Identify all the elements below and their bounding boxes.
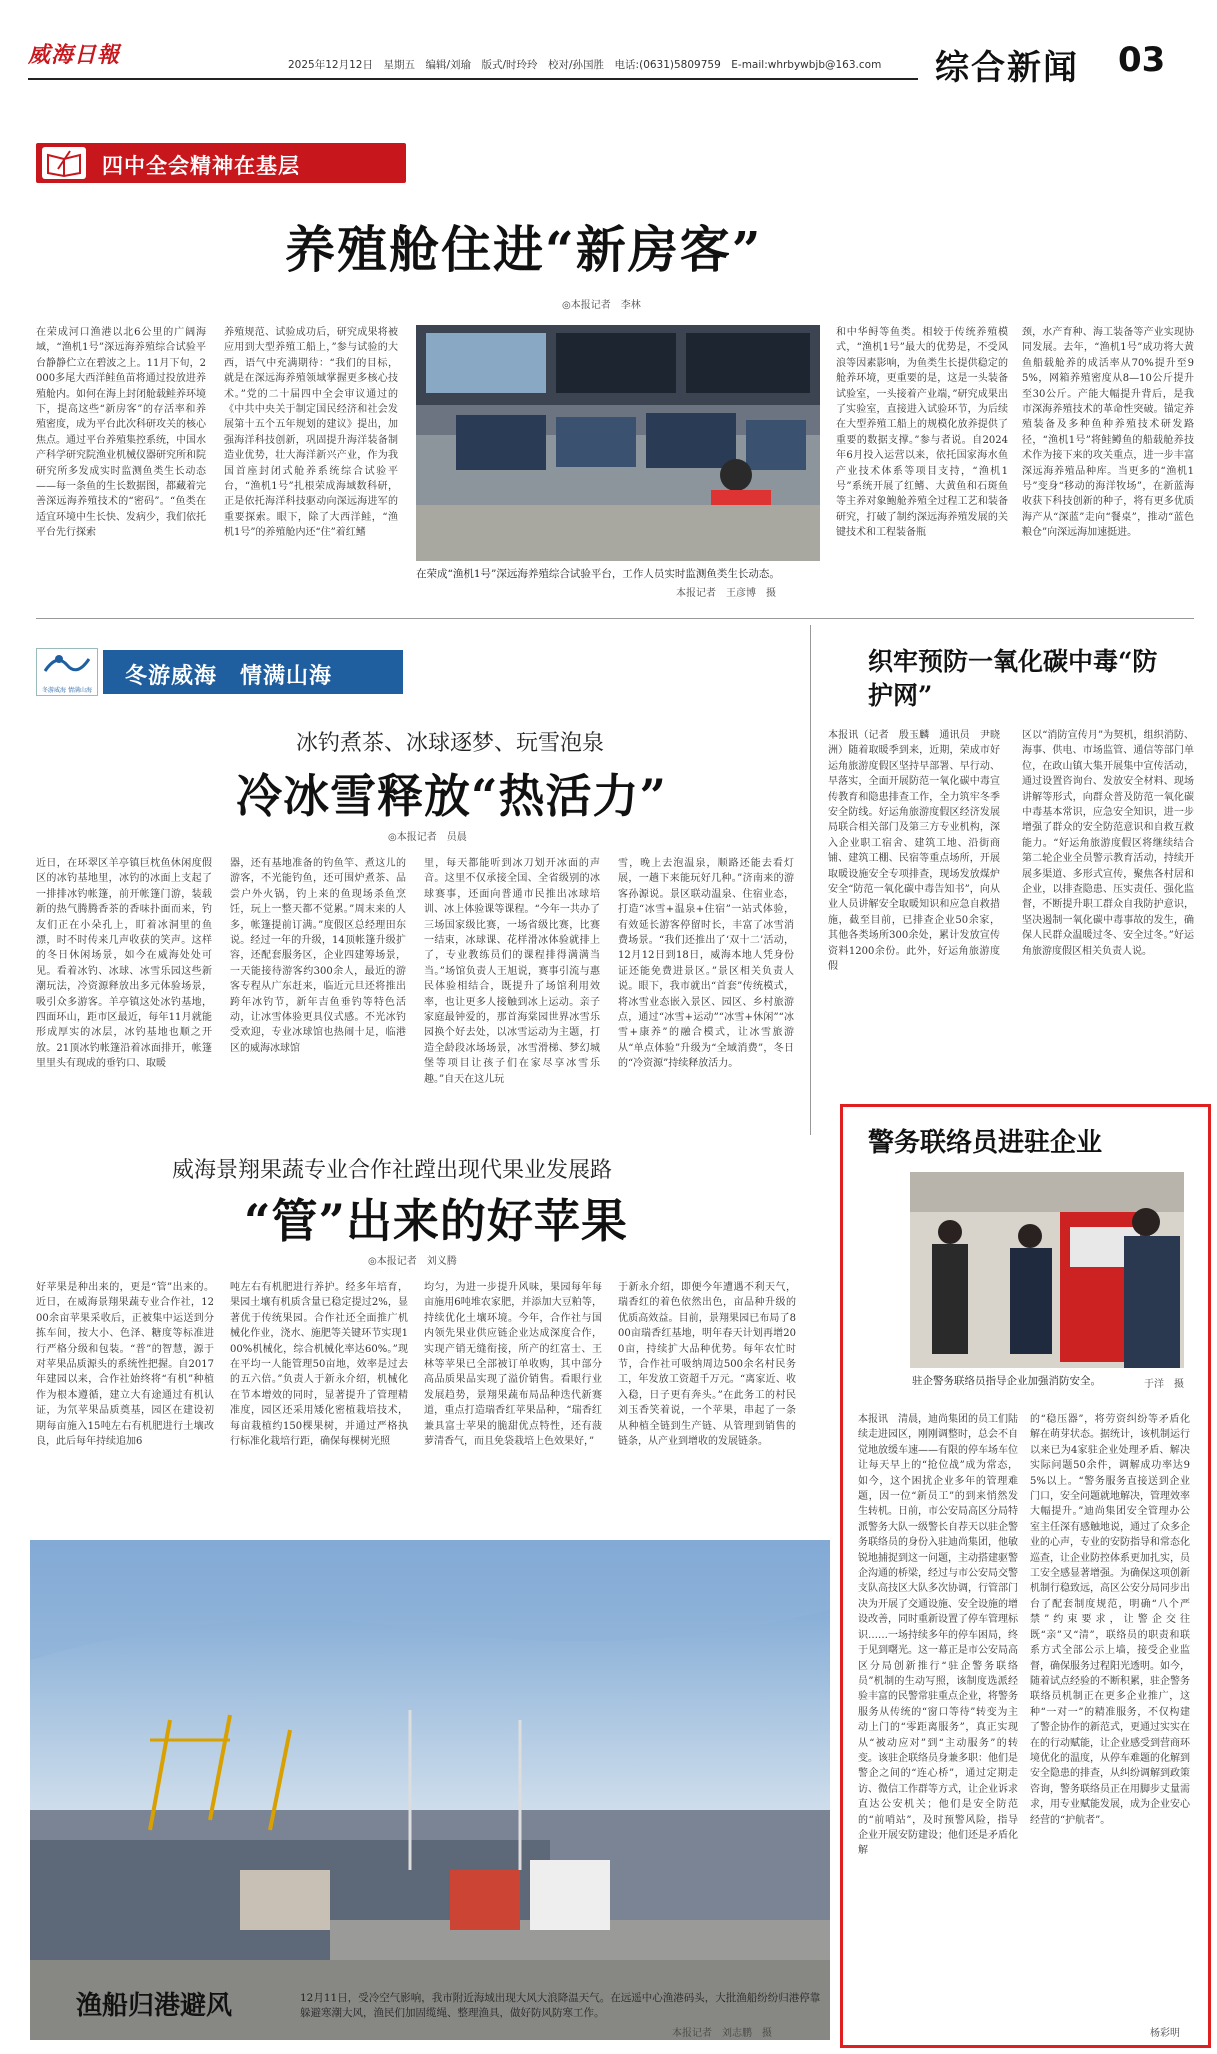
article-column: 雪，晚上去泡温泉，顺路还能去看灯展，一趟下来能玩好几种。”济南来的游客孙源说。景区联动温泉、住宿业态，打造“冰雪+温泉+住宿”一站式体验，有效延长游客停留时长，丰富了冰雪消费场景。“我们还推出了‘双十二’活动，12月12日到18日，威海本地人凭身份证还能免费进景区。”景区相关负责人说。眼下，我市就出“首套”传统模式，将冰雪业态嵌入景区、园区、乡村旅游点，通过“冰雪+运动”“冰雪+休闲”“冰雪+康养”的融合模式，让冰雪旅游从“单点体验”升级为“全域消费”，冬日的“冷资源”持续释放活力。 <box>618 858 794 1070</box>
headline: “管”出来的好苹果 <box>244 1194 628 1248</box>
photo-credit: 本报记者 王彦博 摄 <box>676 588 776 599</box>
control-room-photo <box>416 325 820 561</box>
masthead-rule <box>28 78 918 80</box>
article-column: 均匀，为进一步提升风味，果园每年每亩施用6吨堆农家肥，并添加大豆粕等，持续优化土壤环境。今年，合作社与国内领先果业供应链企业达成深度合作，实现产销无缝衔接，所产的红富士、王林等苹果已全部被订单收购，其中部分高品质果品实现了溢价销售。看眼行业发展趋势，景翔果蔬布局品种迭代新赛道，重点打造瑞香红苹果品种，“瑞香红兼具富士苹果的脆甜优点特性，还有菠萝清香气，而且免袋栽培上色效果好，” <box>424 1282 602 1448</box>
police-photo <box>910 1172 1184 1368</box>
book-icon <box>42 147 86 179</box>
tourism-banner <box>103 650 403 694</box>
photo-caption: 驻企警务联络员指导企业加强消防安全。 <box>912 1375 1101 1387</box>
article-column: 本报讯（记者 殷玉麟 通讯员 尹晓洲）随着取暖季到来，近期，荣成市好运角旅游度假区坚持早部署、早行动、早落实，全面开展防范一氧化碳中毒宣传教育和隐患排查工作，全力筑牢冬季安全防线。好运角旅游度假区经济发展局联合相关部门及第三方专业机构，深入企业职工宿舍、建筑工地、沿街商铺、建筑工棚、民宿等重点场所，开展取暖设施安全专项排查，现场发放煤炉安全“防范一氧化碳中毒告知书”，向从业人员讲解安全取暖知识和应急自救措施，截至目前，已排查企业50余家，其他各类场所300余处，累计发放宣传资料1200余份。此外，好运角旅游度假 <box>828 730 1000 973</box>
theme-banner-label: 四中全会精神在基层 <box>102 154 300 178</box>
masthead-meta: 2025年12月12日 星期五 编辑/刘瑜 版式/时玲玲 校对/孙国胜 电话:(0631)5809759 E-mail:whrbywbjb@163.com <box>288 59 882 71</box>
article-column: 吨左右有机肥进行养护。经多年培育，果园土壤有机质含量已稳定提过2%，显著优于传统果园。合作社还全面推广机械化作业，浇水、施肥等关键环节实现100%机械化，综合机械化率达60%。”现在平均一人能管理50亩地，效率是过去的五六倍。”负责人于新永介绍，机械化在节本增效的同时，显著提升了管理精准度，园区还采用矮化密植栽培技术，每亩栽植约150棵果树，并通过严格执行标准化栽培行距，确保每棵树光照 <box>230 1282 408 1448</box>
article-column: 在荣成河口渔港以北6公里的广阔海域，“渔机1号”深远海养殖综合试验平台静静伫立在碧波之上。11月下旬，2000多尾大西洋鲑鱼苗将通过投放进养殖舱内。如何在海上封闭舱载鲑养环境下，提高这些“新房客”的存活率和养殖密度，成为平台此次科研攻关的核心焦点。通过平台养殖集控系统，中国水产科学研究院渔业机械仪器研究所和院研究所多发成实时监测鱼类生长动态——每一条鱼的生长数据图，都藏着完善深远海养殖技术的“密码”。“鱼类在适宜环境中生长快、发病少，我们依托平台先行探索 <box>36 327 206 539</box>
photo-credit: 本报记者 刘志鹏 摄 <box>672 2028 772 2039</box>
byline: ◎本报记者 刘义腾 <box>368 1256 457 1267</box>
photo-caption: 12月11日，受冷空气影响，我市附近海域出现大风大浪降温天气。在远遥中心渔港码头，大批渔船纷纷归港停靠躲避寒潮大风，渔民们加固缆绳、整理渔具，做好防风防寒工作。 <box>300 1992 821 2019</box>
article-column: 里，每天都能听到冰刀划开冰面的声音。这里不仅承接全国、全省级别的冰球赛事，还面向普通市民推出冰球培训、冰上体验课等课程。“今年一共办了三场国家级比赛，一场省级比赛，比赛一结束，冰球课、花样滑冰体验就排上了，专业教练员们的课程排得满满当当。”场馆负责人王旭说，赛事引流与惠民体验相结合，既提升了场馆利用效率，也让更多人接触到冰上运动。亲子家庭最钟爱的，那首海棠园世界冰雪乐园换个好去处，以冰雪运动为主题，打造全龄段冰场场景，冰雪滑梯、梦幻城堡等项目让孩子们在家尽享冰雪乐趣。”自天在这儿玩 <box>424 858 600 1085</box>
article-column: 颈，水产育种、海工装备等产业实现协同发展。去年，“渔机1号”成功将大黄鱼船载舱养的成活率从70%提升至95%，网箱养殖密度从8—10公斤提升至30公斤。产能大幅提升背后，是我市深海养殖技术的革命性突破。锚定养殖装备及多种鱼种养殖技术研发路径，“渔机1号”将鲑鳟鱼的船载舱养技术作为接下来的攻关重点，进一步丰富深远海养殖品种库。当更多的“渔机1号”变身“移动的海洋牧场”，在新蓝海收获下科技创新的种子，将有更多优质海产从“深蓝”走向“餐桌”，推动“蓝色粮仓”向深远海加速挺进。 <box>1022 327 1194 539</box>
photo-credit: 于洋 摄 <box>1144 1379 1184 1390</box>
column-divider <box>810 625 811 1135</box>
photo-title: 渔船归港避风 <box>76 1991 233 2021</box>
article-column: 养殖规范、试验成功后，研究成果将被应用到大型养殖工船上，”参与试验的大西，语气中充满期待：“我们的目标，就是在深远海养殖领域掌握更多核心技术。”党的二十届四中全会审议通过的《中共中央关于制定国民经济和社会发展第十五个五年规划的建议》提出，加强海洋科技创新，巩固提升海洋装备制造业优势，壮大海洋新兴产业，作为我国首座封闭式舱养系统综合试验平台，“渔机1号”扎根荣成海域数科研，正是依托海洋科技驱动向深远海进军的重要探索。眼下，除了大西洋鲑，“渔机1号”的养殖舱内还“住”着红鳍 <box>224 327 398 539</box>
article-column: 和中华鲟等鱼类。相较于传统养殖模式，“渔机1号”最大的优势是，不受风浪等因素影响，为鱼类生长提供稳定的舱养环境，更重要的是，这是一头装备试验室，一头接着产业端，”研究成果出了实验室，直接进入试验环节，为后续在大型养殖工船上的规模化放养提供了重要的数据支撑。”参与者说。自2024年6月投入运营以来，依托国家海水鱼产业技术体系等项目支持，“渔机1号”系统开展了红鳍、大黄鱼和石斑鱼等主养对象鲍舱养殖全过程工艺和装备研究，打破了制约深远海养殖发展的关键技术和工程装备瓶 <box>836 327 1008 539</box>
kicker: 威海景翔果蔬专业合作社蹚出现代果业发展路 <box>172 1158 613 1183</box>
kicker: 冰钓煮茶、冰球逐梦、玩雪泡泉 <box>296 731 605 756</box>
article-column: 于新永介绍，即便今年遭遇不利天气，瑞香红的着色依然出色，亩品种升级的优质高效益。目前，景翔果园已布局了800亩瑞香红基地，明年春天计划再增200亩，持续扩大品种优势。每年农忙时节，合作社可吸纳周边500余名村民务工，年发放工资超千万元。“离家近、收入稳，日子更有奔头。”在此务工的村民刘玉香笑着说，一个苹果，串起了一条从种植全链到生产链、从管理到销售的链条，从产业到增收的发展链条。 <box>618 1282 796 1448</box>
byline: ◎本报记者 李林 <box>562 300 641 311</box>
article-column: 的“稳压器”，将劳资纠纷等矛盾化解在萌芽状态。据统计，该机制运行以来已为4家驻企业处理矛盾、解决实际问题50余件，调解成功率达95%以上。“警务服务直接送到企业门口，安全问题就地解决，管理效率大幅提升。”迪尚集团安全管理办公室主任深有感触地说，通过了众多企业的心声，专业的安防指导和常态化巡查，让企业防控体系更加扎实，员工安全感显著增强。为确保这项创新机制行稳致远，高区公安分局同步出台了配套制度规范，明确“八个严禁”约束要求，让警企交往既“亲”又“清”，联络员的职责和联系方式全部公示上墙，接受企业监督，确保服务过程阳光透明。如今，随着试点经验的不断积累，驻企警务联络员机制正在更多企业推广，这种“一对一”的精准服务，不仅构建了警企协作的新范式，更通过实实在在的行动赋能，让企业感受到营商环境优化的温度，从停车难题的化解到安全隐患的排查，从纠纷调解到政策咨询，警务联络员正在用脚步丈量需求，用专业赋能发展，成为企业安心经营的“护航者”。 <box>1030 1414 1190 1826</box>
page-number: 03 <box>1118 40 1166 80</box>
tourism-logo-text: 冬游威海 情满山海 <box>42 687 92 694</box>
article-column: 好苹果是种出来的，更是“管”出来的。近日，在威海景翔果蔬专业合作社，1200余亩苹果采收后，正被集中运送到分拣车间，按大小、色泽、糖度等标准进行严格分级和包装。“普”的智慧，源于对苹果品质源头的系统性把握。自2017年建园以来，合作社始终将“有机”种植作为根本遵循，建立大有途通过有机认证，为氘苹果品质奠基，园区在建设初期每亩施入15吨左右有机肥进行土壤改良，此后每年持续追加6 <box>36 1282 214 1448</box>
section-title: 综合新闻 <box>935 48 1079 88</box>
headline: 警务联络员进驻企业 <box>868 1128 1103 1158</box>
paper-logo: 威海日報 <box>28 42 121 68</box>
article-column: 本报讯 清晨，迪尚集团的员工们陆续走进园区，刚刚调整时，总会不自觉地放缓车速——有限的停车场车位让每天早上的“抢位战”成为常态，如今，这个困扰企业多年的管理难题，因一位“新员工”的到来悄然发生转机。日前，市公安局高区分局特派警务大队一级警长自荐天以驻企警务联络员的身份入驻迪尚集团，他敏锐地捕捉到这一问题，主动搭建驱警企沟通的桥梁，经过与市公安局交警支队高技区大队多次协调，行管部门决为开展了交通设施、安全设施的增设改善，同时重新设置了停车管理标识……一场持续多年的停车困局，终于见到曙光。这一幕正是市公安局高区分局创新推行“驻企警务联络员”机制的生动写照，该制度选派经验丰富的民警常驻重点企业，将警务服务从传统的“窗口等待”转变为主动上门的“零距离服务”，真正实现从“被动应对”到“主动服务”的转变。该驻企联络员身兼多职：他们是警企之间的“连心桥”，通过定期走访、微信工作群等方式，让企业诉求直达公安机关；他们是安全防范的“前哨站”，及时预警风险，指导企业开展安防建设；他们还是矛盾化解 <box>858 1414 1018 1857</box>
headline: 冷冰雪释放“热活力” <box>236 769 667 823</box>
headline: 织牢预防一氧化碳中毒“防护网” <box>868 647 1158 710</box>
headline: 养殖舱住进“新房客” <box>285 220 763 279</box>
photo-caption: 在荣成“渔机1号”深远海养殖综合试验平台，工作人员实时监测鱼类生长动态。 <box>416 568 780 580</box>
article-column: 区以“消防宣传月”为契机，组织消防、海事、供电、市场监管、通信等部门单位，在政山镇大集开展集中宣传活动，通过设置咨询台、发放安全材料、现场讲解等形式，向群众普及防范一氧化碳中毒基本常识，应急安全知识，进一步增强了群众的安全防范意识和自救互救能力。“好运角旅游度假区将继续结合第二轮企业全员警示教育活动，持续开展多渠道、多形式宣传，聚焦各村居和企业，以排查隐患、压实责任、强化监督，不断提升职工群众自我防护意识，坚决遏制一氧化碳中毒事故的发生，确保人民群众温暖过冬、安全过冬。”好运角旅游度假区相关负责人说。 <box>1022 730 1194 957</box>
harbor-photo <box>30 1540 830 2040</box>
section-divider <box>36 618 1194 619</box>
tourism-banner-label: 冬游威海 情满山海 <box>125 664 333 689</box>
byline: ◎本报记者 员晨 <box>388 832 467 843</box>
article-column: 近日，在环翠区羊亭镇巨枕鱼休闲度假区的冰钓基地里，冰钓的冰面上支起了一排排冰钓帐篷，前开帐篷门游，装载新的热气腾腾香茶的香味扑面而来，钓友们正在小朵孔上，盯着冰洞里的鱼漂，时不时传来几声收获的笑声。这样的冬日休闲场景，如今在威海处处可见。看着冰钓、冰球、冰雪乐园这些新潮玩法，冷资源释放出多元体验场景，吸引众多游客。羊亭镇这处冰钓基地，四面环山，距市区最近，每年11月就能形成厚实的冰层，冰钓基地也顺之开放。21顶冰钓帐篷沿着冰面排开，帐篷里里头有现成的垂钓口、取暖 <box>36 858 212 1070</box>
tourism-logo <box>36 648 98 696</box>
theme-banner <box>36 143 406 183</box>
article-column: 器，还有基地准备的钓鱼竿、煮这儿的游客，不光能钓鱼，还可围炉煮茶、品尝户外火锅，钓上来的鱼现场杀鱼烹饪，玩上一整天都不觉累。”周末来的人多，帐篷提前订满。”度假区总经理田东说。经过一年的升级，14顶帐篷升级扩容，还配套服务区，企业四建筹场景，一天能接待游客约300余人，最近的游客专程从广东赶来，临近元旦还将推出跨年冰钓节，新年吉鱼垂钓等特色活动，让冰雪体验更具仪式感。不光冰钓受欢迎，专业冰球馆也热闹十足，临港区的威海冰球馆 <box>230 858 406 1054</box>
byline: 杨彩明 <box>1150 2028 1180 2039</box>
